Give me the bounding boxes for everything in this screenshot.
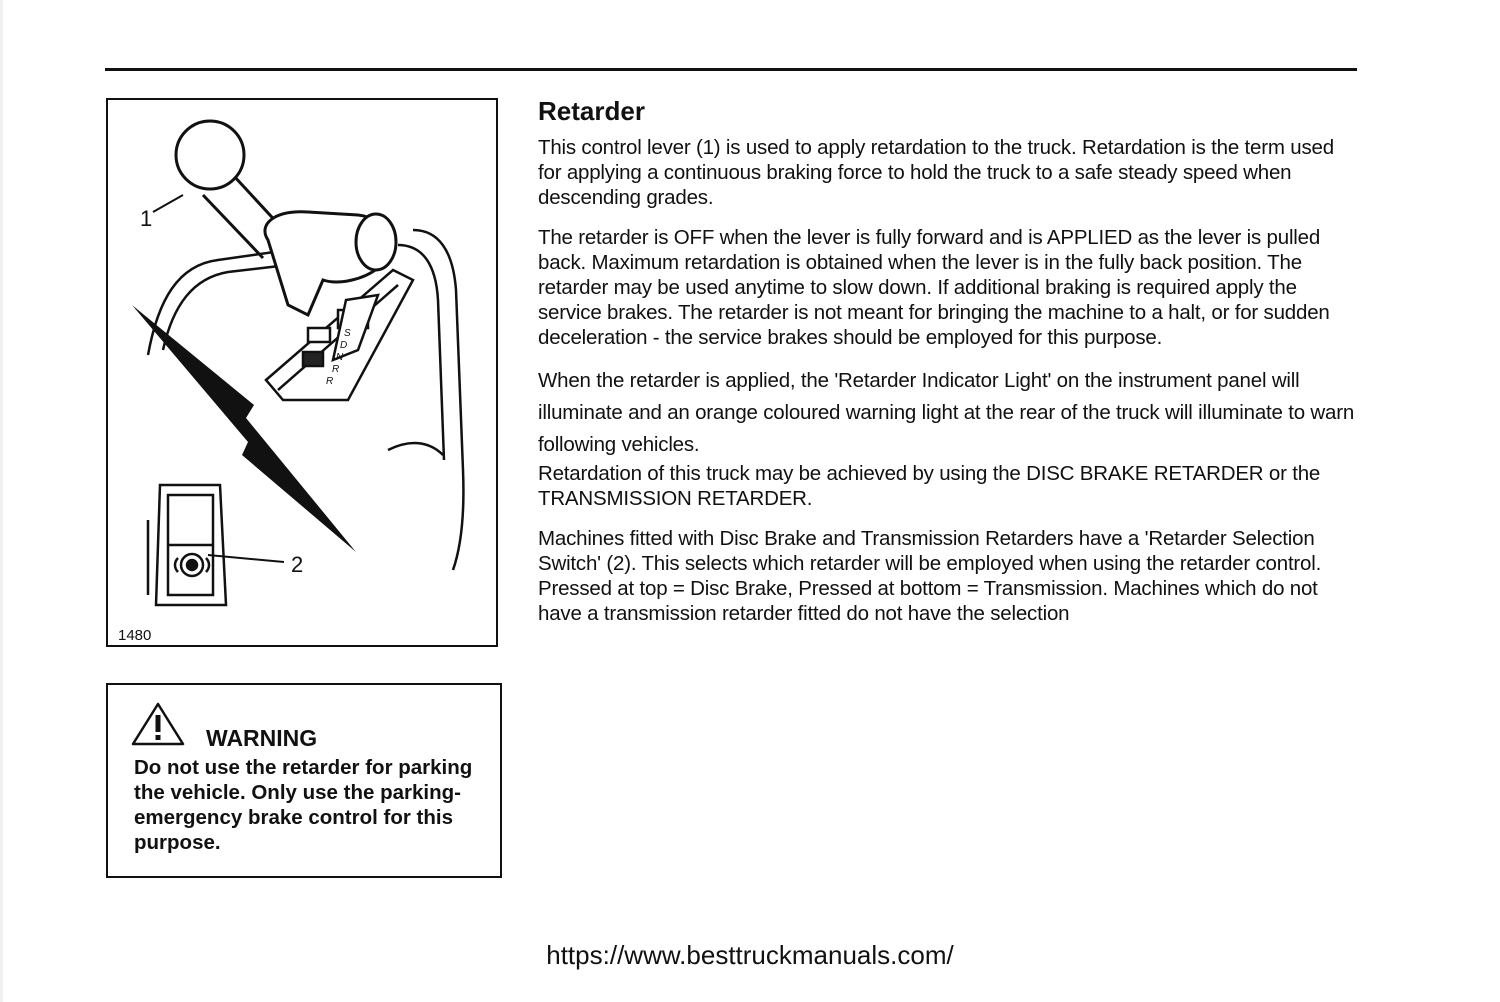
callout-1: 1	[140, 206, 153, 231]
gear-letter-d: D	[340, 340, 348, 351]
gear-letter-n: N	[336, 352, 344, 363]
page-edge	[0, 0, 3, 1002]
paragraph-3: When the retarder is applied, the 'Retarder Indicator Light' on the instrument panel will illuminate and an orange coloured warning light at the rear of the truck will illuminate to warn following vehicles.	[538, 369, 1355, 456]
paragraph-5: Machines fitted with Disc Brake and Transmission Retarders have a 'Retarder Selection Switch' (2). This selects which retarder will be employed when using the retarder control. Pressed at top = Disc Brake, Pressed at bottom = Transmission. Machines which do not have a transmission retarder fitted do not have the selection	[538, 527, 1322, 625]
warning-box	[106, 683, 502, 878]
retarder-figure	[106, 98, 498, 647]
top-rule	[105, 68, 1357, 71]
retarder-section	[538, 96, 1358, 641]
gear-letter-r1: R	[332, 364, 340, 375]
paragraph-2: The retarder is OFF when the lever is fully forward and is APPLIED as the lever is pulled back. Maximum retardation is obtained when the lever is in the fully back position. The retarder may be used anytime to slow down. If additional braking is required apply the service brakes. The retarder is not meant for bringing the machine to a halt, or for sudden deceleration - the service brakes should be employed for this purpose.	[538, 226, 1330, 349]
warning-text: Do not use the retarder for parking the vehicle. Only use the parking-emergency brake control for this purpose.	[134, 756, 473, 854]
figure-number: 1480	[118, 627, 152, 644]
gear-letter-s: S	[344, 328, 351, 339]
gear-letter-r2: R	[326, 376, 334, 387]
warning-triangle-icon	[130, 701, 186, 747]
paragraph-4: Retardation of this truck may be achieved by using the DISC BRAKE RETARDER or the TRANSMISSION RETARDER.	[538, 462, 1321, 510]
paragraph-1: This control lever (1) is used to apply retardation to the truck. Retardation is the term used for applying a continuous braking force to hold the truck to a safe steady speed when descending grades.	[538, 136, 1334, 209]
callout-2: 2	[291, 552, 304, 577]
warning-title: WARNING	[206, 725, 318, 751]
footer-url: https://www.besttruckmanuals.com/	[546, 940, 954, 970]
section-heading: Retarder	[538, 96, 645, 126]
